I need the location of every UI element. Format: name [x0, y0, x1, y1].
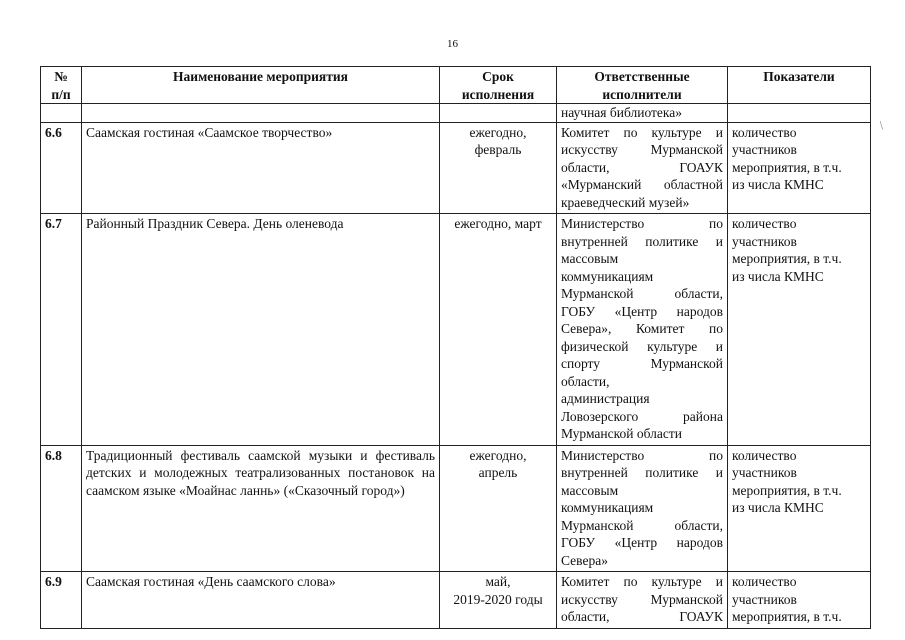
header-name: Наименование мероприятия: [82, 67, 440, 104]
row-term: ежегодно, апрель: [440, 445, 557, 572]
row-term: май, 2019-2020 годы: [440, 572, 557, 629]
header-indicators: Показатели: [728, 67, 871, 104]
row-responsible: Министерство по внутренней политике и массовым коммуникациям Мурманской области, ГОБУ «Центр народов Севера», Комитет по физической культуре и спорту Мурманской области, администрация Ловозерского района Мурманской области: [557, 214, 728, 446]
header-responsible: Ответственные исполнители: [557, 67, 728, 104]
table-row: [41, 445, 871, 572]
row-number: 6.8: [41, 445, 82, 572]
header-num: № п/п: [41, 67, 82, 104]
row-indicators: количество участников мероприятия, в т.ч.: [728, 572, 871, 629]
row-responsible: Министерство по внутренней политике и массовым коммуникациям Мурманской области, ГОБУ «Центр народов Севера»: [557, 445, 728, 572]
row-indicators: количество участников мероприятия, в т.ч. из числа КМНС: [728, 214, 871, 446]
header-term: Срок исполнения: [440, 67, 557, 104]
events-table: [40, 66, 871, 629]
row-number: 6.7: [41, 214, 82, 446]
continuation-cell: научная библиотека»: [557, 104, 728, 123]
table-row: [41, 122, 871, 214]
row-event-name: Традиционный фестиваль саамской музыки и фестиваль детских и молодежных театрализованных постановок на саамском языке «Моайнас ланнь» («Сказочный город»): [82, 445, 440, 572]
scan-mark: /: [876, 118, 887, 132]
row-event-name: Саамская гостиная «Саамское творчество»: [82, 122, 440, 214]
row-number: 6.9: [41, 572, 82, 629]
row-event-name: Районный Праздник Севера. День оленевода: [82, 214, 440, 446]
row-number: 6.6: [41, 122, 82, 214]
row-indicators: количество участников мероприятия, в т.ч. из числа КМНС: [728, 122, 871, 214]
table-header-row: [41, 67, 871, 104]
table-row: [41, 214, 871, 446]
row-responsible: Комитет по культуре и искусству Мурманской области, ГОАУК: [557, 572, 728, 629]
row-indicators: количество участников мероприятия, в т.ч. из числа КМНС: [728, 445, 871, 572]
row-event-name: Саамская гостиная «День саамского слова»: [82, 572, 440, 629]
page-number: 16: [447, 38, 458, 50]
row-responsible: Комитет по культуре и искусству Мурманской области, ГОАУК «Мурманский областной краеведческий музей»: [557, 122, 728, 214]
row-term: ежегодно, февраль: [440, 122, 557, 214]
row-term: ежегодно, март: [440, 214, 557, 446]
table-row-continuation: [41, 104, 871, 123]
table-row: [41, 572, 871, 629]
